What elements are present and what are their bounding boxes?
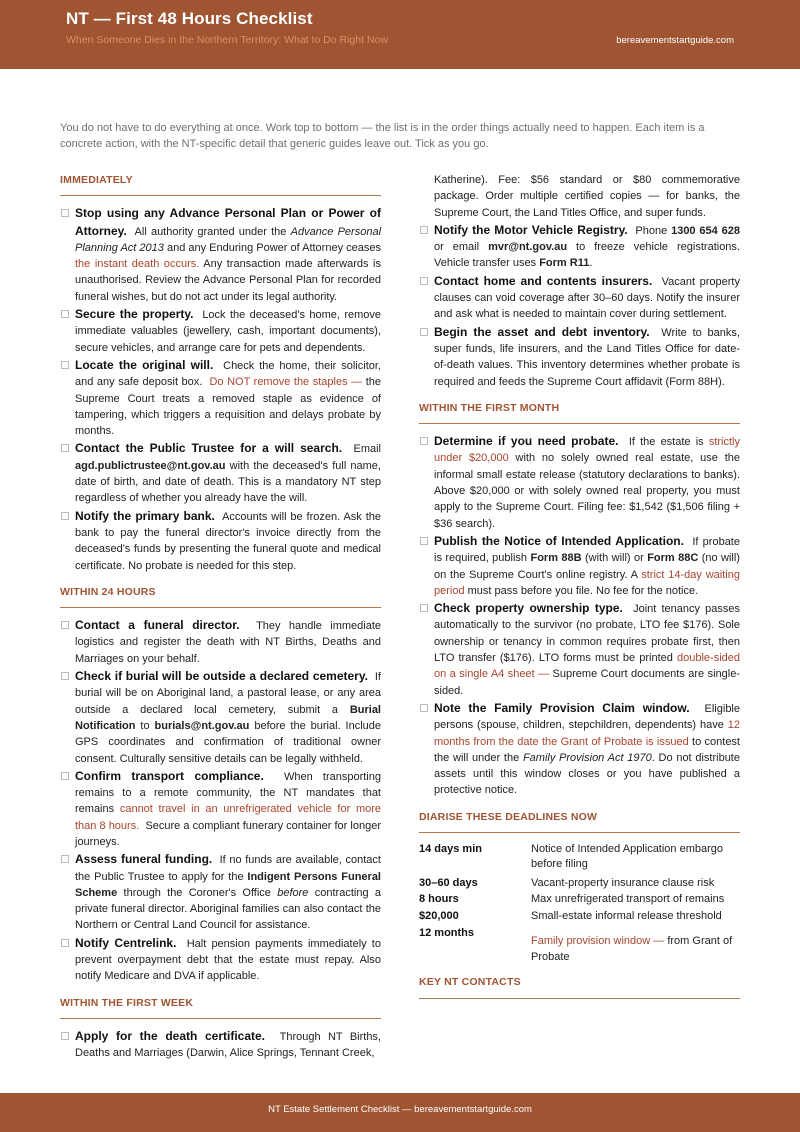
- checkbox[interactable]: [420, 277, 428, 285]
- checklist-item-death-certificate-continued: Katherine). Fee: $56 standard or $80 commemorative package. Order multiple certified copies — for banks, the Supreme Court, the Land Titles Office, and super funds.: [434, 174, 740, 219]
- checkbox[interactable]: [61, 444, 69, 452]
- deadlines-table: [419, 842, 740, 966]
- checklist-item-transport: Confirm transport compliance. When transporting remains to a remote community, the NT mandates that remains cannot travel in an unrefrigerated vehicle for more than 8 hours. Secure a compliant funerary container for longer journeys.: [60, 768, 381, 850]
- checkbox[interactable]: [420, 226, 428, 234]
- checkbox[interactable]: [61, 672, 69, 680]
- checkbox[interactable]: [61, 939, 69, 947]
- checkbox[interactable]: [61, 621, 69, 629]
- checklist-item-trustee: Contact the Public Trustee for a will search. Email agd.publictrustee@nt.gov.au with the deceased's full name, date of birth, and date of death. This is a mandatory NT step regardless of whether you already have the will.: [60, 440, 381, 506]
- page-subtitle: When Someone Dies in the Northern Territory: What to Do Right Now: [66, 34, 388, 46]
- checkbox[interactable]: [61, 1032, 69, 1040]
- checklist-item-bank: Notify the primary bank. Accounts will be frozen. Ask the bank to pay the funeral director's invoice directly from the deceased's funds by presenting the funeral quote and medical certificate. No probate is needed for this step.: [60, 508, 381, 574]
- checklist-item-insurers: Contact home and contents insurers. Vacant property clauses can void coverage after 30–60 days. Notify the insurer and ask what is needed to maintain cover during settlement.: [419, 273, 740, 323]
- checklist-item-funding: Assess funeral funding. If no funds are available, contact the Public Trustee to apply for the Indigent Persons Funeral Scheme through the Coroner's Office before contracting a private funeral director. Aboriginal families can also contact the Northern or Central Land Council for assistance.: [60, 851, 381, 933]
- deadline-row: $20,000 Small-estate informal release threshold: [419, 909, 722, 922]
- checklist-item-funeral: Contact a funeral director. They handle immediate logistics and register the death with NT Births, Deaths and Marriages on your behalf.: [60, 617, 381, 667]
- section-heading-key-contacts: KEY NT CONTACTS: [419, 974, 740, 998]
- checkbox[interactable]: [61, 772, 69, 780]
- checkbox[interactable]: [61, 855, 69, 863]
- section-heading-within-first-week: WITHIN THE FIRST WEEK: [60, 995, 381, 1019]
- checklist-item-notice: Publish the Notice of Intended Application. If probate is required, publish Form 88B (with will) or Form 88C (no will) on the Supreme Court's online registry. A strict 14-day waiting period must pass before you file. No fee for the notice.: [419, 533, 740, 599]
- checklist-item-will: Locate the original will. Check the home, their solicitor, and any safe deposit box. Do NOT remove the staples — the Supreme Court treats a removed staple as evidence of tampering, which triggers a requisition and delays probate by months.: [60, 357, 381, 439]
- deadline-row: 12 months Family provision window — from Grant of Probate: [419, 927, 733, 963]
- deadline-row: 30–60 days Vacant-property insurance clause risk: [419, 876, 715, 889]
- deadline-row: 8 hours Max unrefrigerated transport of remains: [419, 893, 725, 906]
- checklist-item-death-certificate: Apply for the death certificate. Through NT Births, Deaths and Marriages (Darwin, Alice Springs, Tennant Creek,: [60, 1028, 381, 1062]
- checkbox[interactable]: [61, 310, 69, 318]
- section-heading-immediately: IMMEDIATELY: [60, 172, 381, 196]
- checkbox[interactable]: [61, 512, 69, 520]
- checkbox[interactable]: [420, 604, 428, 612]
- checkbox[interactable]: [420, 328, 428, 336]
- checkbox[interactable]: [420, 537, 428, 545]
- checklist-item-probate: Determine if you need probate. If the estate is strictly under $20,000 with no solely owned real estate, use the informal small estate release (statutory declarations to banks). Above $20,000 or with solely owned real property, you must apply to the Supreme Court. Filing fee: $1,542 ($1,506 filing + $36 search).: [419, 433, 740, 532]
- checkbox[interactable]: [420, 437, 428, 445]
- checklist-item-burial: Check if burial will be outside a declared cemetery. If burial will be on Aboriginal land, a pastoral lease, or any area outside a declared local cemetery, submit a Burial Notification to burials@nt.gov.au before the burial. Include GPS coordinates and confirmation of traditional owner consent. Culturally sensitive details can be legally withheld.: [60, 668, 381, 767]
- section-heading-within-first-month: WITHIN THE FIRST MONTH: [419, 400, 740, 424]
- checkbox[interactable]: [61, 361, 69, 369]
- left-column: [60, 172, 381, 1063]
- section-heading-deadlines: DIARISE THESE DEADLINES NOW: [419, 809, 740, 833]
- right-column: [419, 172, 740, 1008]
- checkbox[interactable]: [420, 704, 428, 712]
- page-header: [0, 0, 800, 69]
- checkbox[interactable]: [61, 209, 69, 217]
- checklist-item-ownership: Check property ownership type. Joint tenancy passes automatically to the survivor (no probate, LTO fee $176). Sole ownership or tenancy in common requires probate first, then LTO transfer ($176). LTO forms must be printed double-sided on a single A4 sheet — Supreme Court documents are single-sided.: [419, 600, 740, 699]
- checklist-item-centrelink: Notify Centrelink. Halt pension payments immediately to prevent overpayment debt that the estate must repay. Also notify Medicare and DVA if applicable.: [60, 935, 381, 985]
- checklist-item-secure: Secure the property. Lock the deceased's home, remove immediate valuables (jewellery, cash, important documents), secure vehicles, and arrange care for pets and dependents.: [60, 306, 381, 356]
- checklist-item-inventory: Begin the asset and debt inventory. Write to banks, super funds, life insurers, and the Land Titles Office for date-of-death values. This inventory determines whether probate is required and feeds the Supreme Court affidavit (Form 88H).: [419, 324, 740, 390]
- page-title: NT — First 48 Hours Checklist: [66, 9, 313, 28]
- section-heading-within-24-hours: WITHIN 24 HOURS: [60, 584, 381, 608]
- checklist-item-mvr: Notify the Motor Vehicle Registry. Phone 1300 654 628 or email mvr@nt.gov.au to freeze vehicle registrations. Vehicle transfer uses Form R11.: [419, 222, 740, 272]
- checklist-item-app: Stop using any Advance Personal Plan or Power of Attorney. All authority granted under the Advance Personal Planning Act 2013 and any Enduring Power of Attorney ceases the instant death occurs. Any transaction made afterwards is unauthorised. Review the Advance Personal Plan for recorded funeral wishes, but do not act under its legal authority.: [60, 205, 381, 305]
- page-footer: NT Estate Settlement Checklist — bereavementstartguide.com: [0, 1093, 800, 1132]
- checklist-item-family-provision: Note the Family Provision Claim window. Eligible persons (spouse, children, stepchildren, dependents) have 12 months from the date the Grant of Probate is issued to contest the will under the Family Provision Act 1970. Do not distribute assets until this window closes or you have published a protective notice.: [419, 700, 740, 799]
- site-link[interactable]: bereavementstartguide.com: [616, 35, 734, 46]
- deadline-row: 14 days min Notice of Intended Application embargo before filing: [419, 842, 724, 871]
- intro-text: You do not have to do everything at once. Work top to bottom — the list is in the order things actually need to happen. Each item is a concrete action, with the NT-specific detail that generic guides leave out. Tick as you go.: [60, 122, 705, 150]
